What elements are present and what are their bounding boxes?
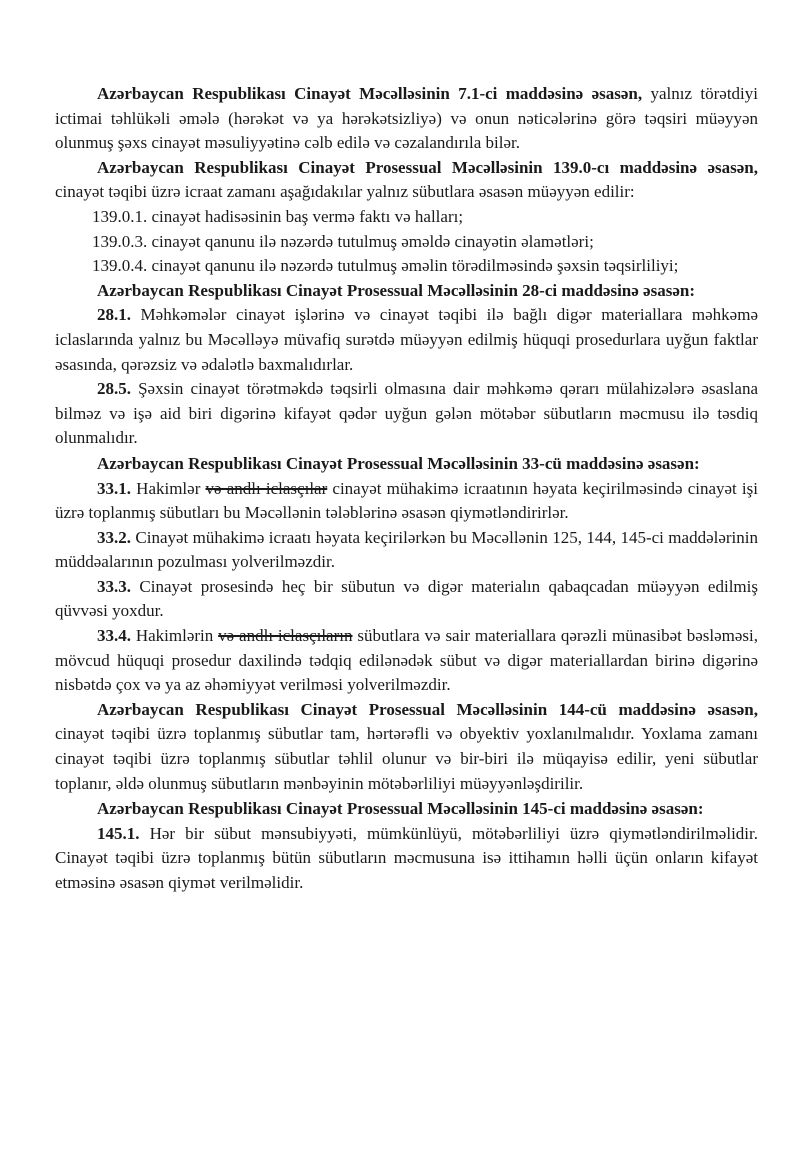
bold-text-run: Azərbaycan Respublikası Cinayət Prosessual Məcəlləsinin 145-ci maddəsinə əsasən: xyxy=(97,799,704,819)
paragraph-article-28-heading xyxy=(55,279,758,304)
paragraph-139-0-1 xyxy=(55,205,758,230)
bold-text-run: 145.1. xyxy=(97,823,140,843)
text-run: cinayət təqibi üzrə toplanmış sübutlar tam, hərtərəfli və obyektiv yoxlanılmalıdır. Yoxlama zamanı cinayət təqibi üzrə toplanmış sübutlar təhlil olunur və bir-biri ilə müqayisə edilir, yeni sübutlar toplanır, əldə olunmuş sübutların mənbəyinin mötəbərliliyi müəyyənləşdirilir. xyxy=(55,724,758,793)
paragraph-139-0-4 xyxy=(55,254,758,279)
bold-text-run: Azərbaycan Respublikası Cinayət Prosessual Məcəlləsinin 144-cü maddəsinə əsasən, xyxy=(97,699,758,719)
bold-text-run: Azərbaycan Respublikası Cinayət Prosessual Məcəlləsinin 33-cü maddəsinə əsasən: xyxy=(97,453,700,473)
paragraph-article-139-intro xyxy=(55,156,758,205)
text-run: Hər bir sübut mənsubiyyəti, mümkünlüyü, mötəbərliliyi üzrə qiymətləndirilməlidir. Cinayət təqibi üzrə toplanmış bütün sübutların məcmusuna isə ittihamın həlli üçün onların kifayət etməsinə əsasən qiymət verilməlidir. xyxy=(55,823,758,892)
paragraph-33-4 xyxy=(55,624,758,698)
bold-text-run: 33.3. xyxy=(97,576,131,596)
paragraph-article-33-heading xyxy=(55,452,758,477)
paragraph-145-1 xyxy=(55,822,758,896)
paragraph-33-3 xyxy=(55,575,758,624)
struck-text-run: və andlı iclasçıların xyxy=(218,626,353,646)
text-run: cinayət təqibi üzrə icraat zamanı aşağıdakılar yalnız sübutlara əsasən müəyyən edilir: xyxy=(55,182,635,202)
paragraph-33-2 xyxy=(55,526,758,575)
bold-text-run: 33.1. xyxy=(97,478,131,498)
text-run: 139.0.3. cinayət qanunu ilə nəzərdə tutulmuş əməldə cinayətin əlamətləri; xyxy=(92,231,594,251)
text-run: Hakimlərin xyxy=(131,626,219,646)
text-run: cinayət mühakimə icraatının həyata keçirilməsində cinayət işi üzrə toplanmış sübutları bu Məcəllənin tələblərinə əsasən qiymətləndirirlər. xyxy=(55,478,758,523)
bold-text-run: 33.4. xyxy=(97,626,131,646)
paragraph-article-144 xyxy=(55,698,758,796)
text-run: Şəxsin cinayət törətməkdə təqsirli olmasına dair məhkəmə qərarı mülahizələrə əsaslana bilməz və işə aid biri digərinə kifayət qədər uyğun gələn mötəbər sübutların məcmusu ilə təsdiq olunmalıdır. xyxy=(55,379,758,448)
bold-text-run: 28.1. xyxy=(97,305,131,325)
paragraph-article-7-1 xyxy=(55,82,758,156)
text-run: sübutlara və sair materiallara qərəzli münasibət bəsləməsi, mövcud hüquqi prosedur daxilində tədqiq edilənədək sübut və digər materiallardan birinə digərinə nisbətdə çox və ya az əhəmiyyət verilməsi yolverilməzdir. xyxy=(55,626,759,695)
paragraph-139-0-3 xyxy=(55,230,758,255)
bold-text-run: Azərbaycan Respublikası Cinayət Prosessual Məcəlləsinin 28-ci maddəsinə əsasən: xyxy=(97,280,695,300)
text-run: Hakimlər xyxy=(131,478,206,498)
text-run: yalnız törətdiyi ictimai təhlükəli əmələ (hərəkət və ya hərəkətsizliyə) və onun nəticələrinə görə təqsiri müəyyən olunmuş şəxs cinayət məsuliyyətinə cəlb edilə və cəzalandırıla bilər. xyxy=(55,84,758,153)
struck-text-run: və andlı iclasçılar xyxy=(205,478,328,498)
bold-text-run: Azərbaycan Respublikası Cinayət Prosessual Məcəlləsinin 139.0-cı maddəsinə əsasən, xyxy=(97,157,758,177)
paragraph-28-1 xyxy=(55,303,758,377)
text-run: Cinayət prosesində heç bir sübutun və digər materialın qabaqcadan müəyyən edilmiş qüvvəsi yoxdur. xyxy=(55,576,758,621)
paragraph-28-5 xyxy=(55,377,758,451)
text-run: 139.0.4. cinayət qanunu ilə nəzərdə tutulmuş əməlin törədilməsində şəxsin təqsirliliyi; xyxy=(92,256,679,276)
text-run: Cinayət mühakimə icraatı həyata keçirilərkən bu Məcəllənin 125, 144, 145-ci maddələrinin müddəalarının pozulması yolverilməzdir. xyxy=(55,527,758,572)
bold-text-run: 33.2. xyxy=(97,527,131,547)
paragraph-33-1 xyxy=(55,477,758,526)
text-run: 139.0.1. cinayət hadisəsinin baş vermə faktı və halları; xyxy=(92,206,464,226)
bold-text-run: Azərbaycan Respublikası Cinayət Məcəlləsinin 7.1-ci maddəsinə əsasən, xyxy=(97,84,643,103)
bold-text-run: 28.5. xyxy=(97,379,131,399)
paragraph-article-145-heading xyxy=(55,797,758,822)
text-run: Məhkəmələr cinayət işlərinə və cinayət təqibi ilə bağlı digər materiallara məhkəmə iclaslarında yalnız bu Məcəlləyə müvafiq surətdə müəyyən edilmiş hüquqi prosedurlara uyğun faktlar əsasında, qərəzsiz və ədalətlə baxmalıdırlar. xyxy=(55,305,758,374)
